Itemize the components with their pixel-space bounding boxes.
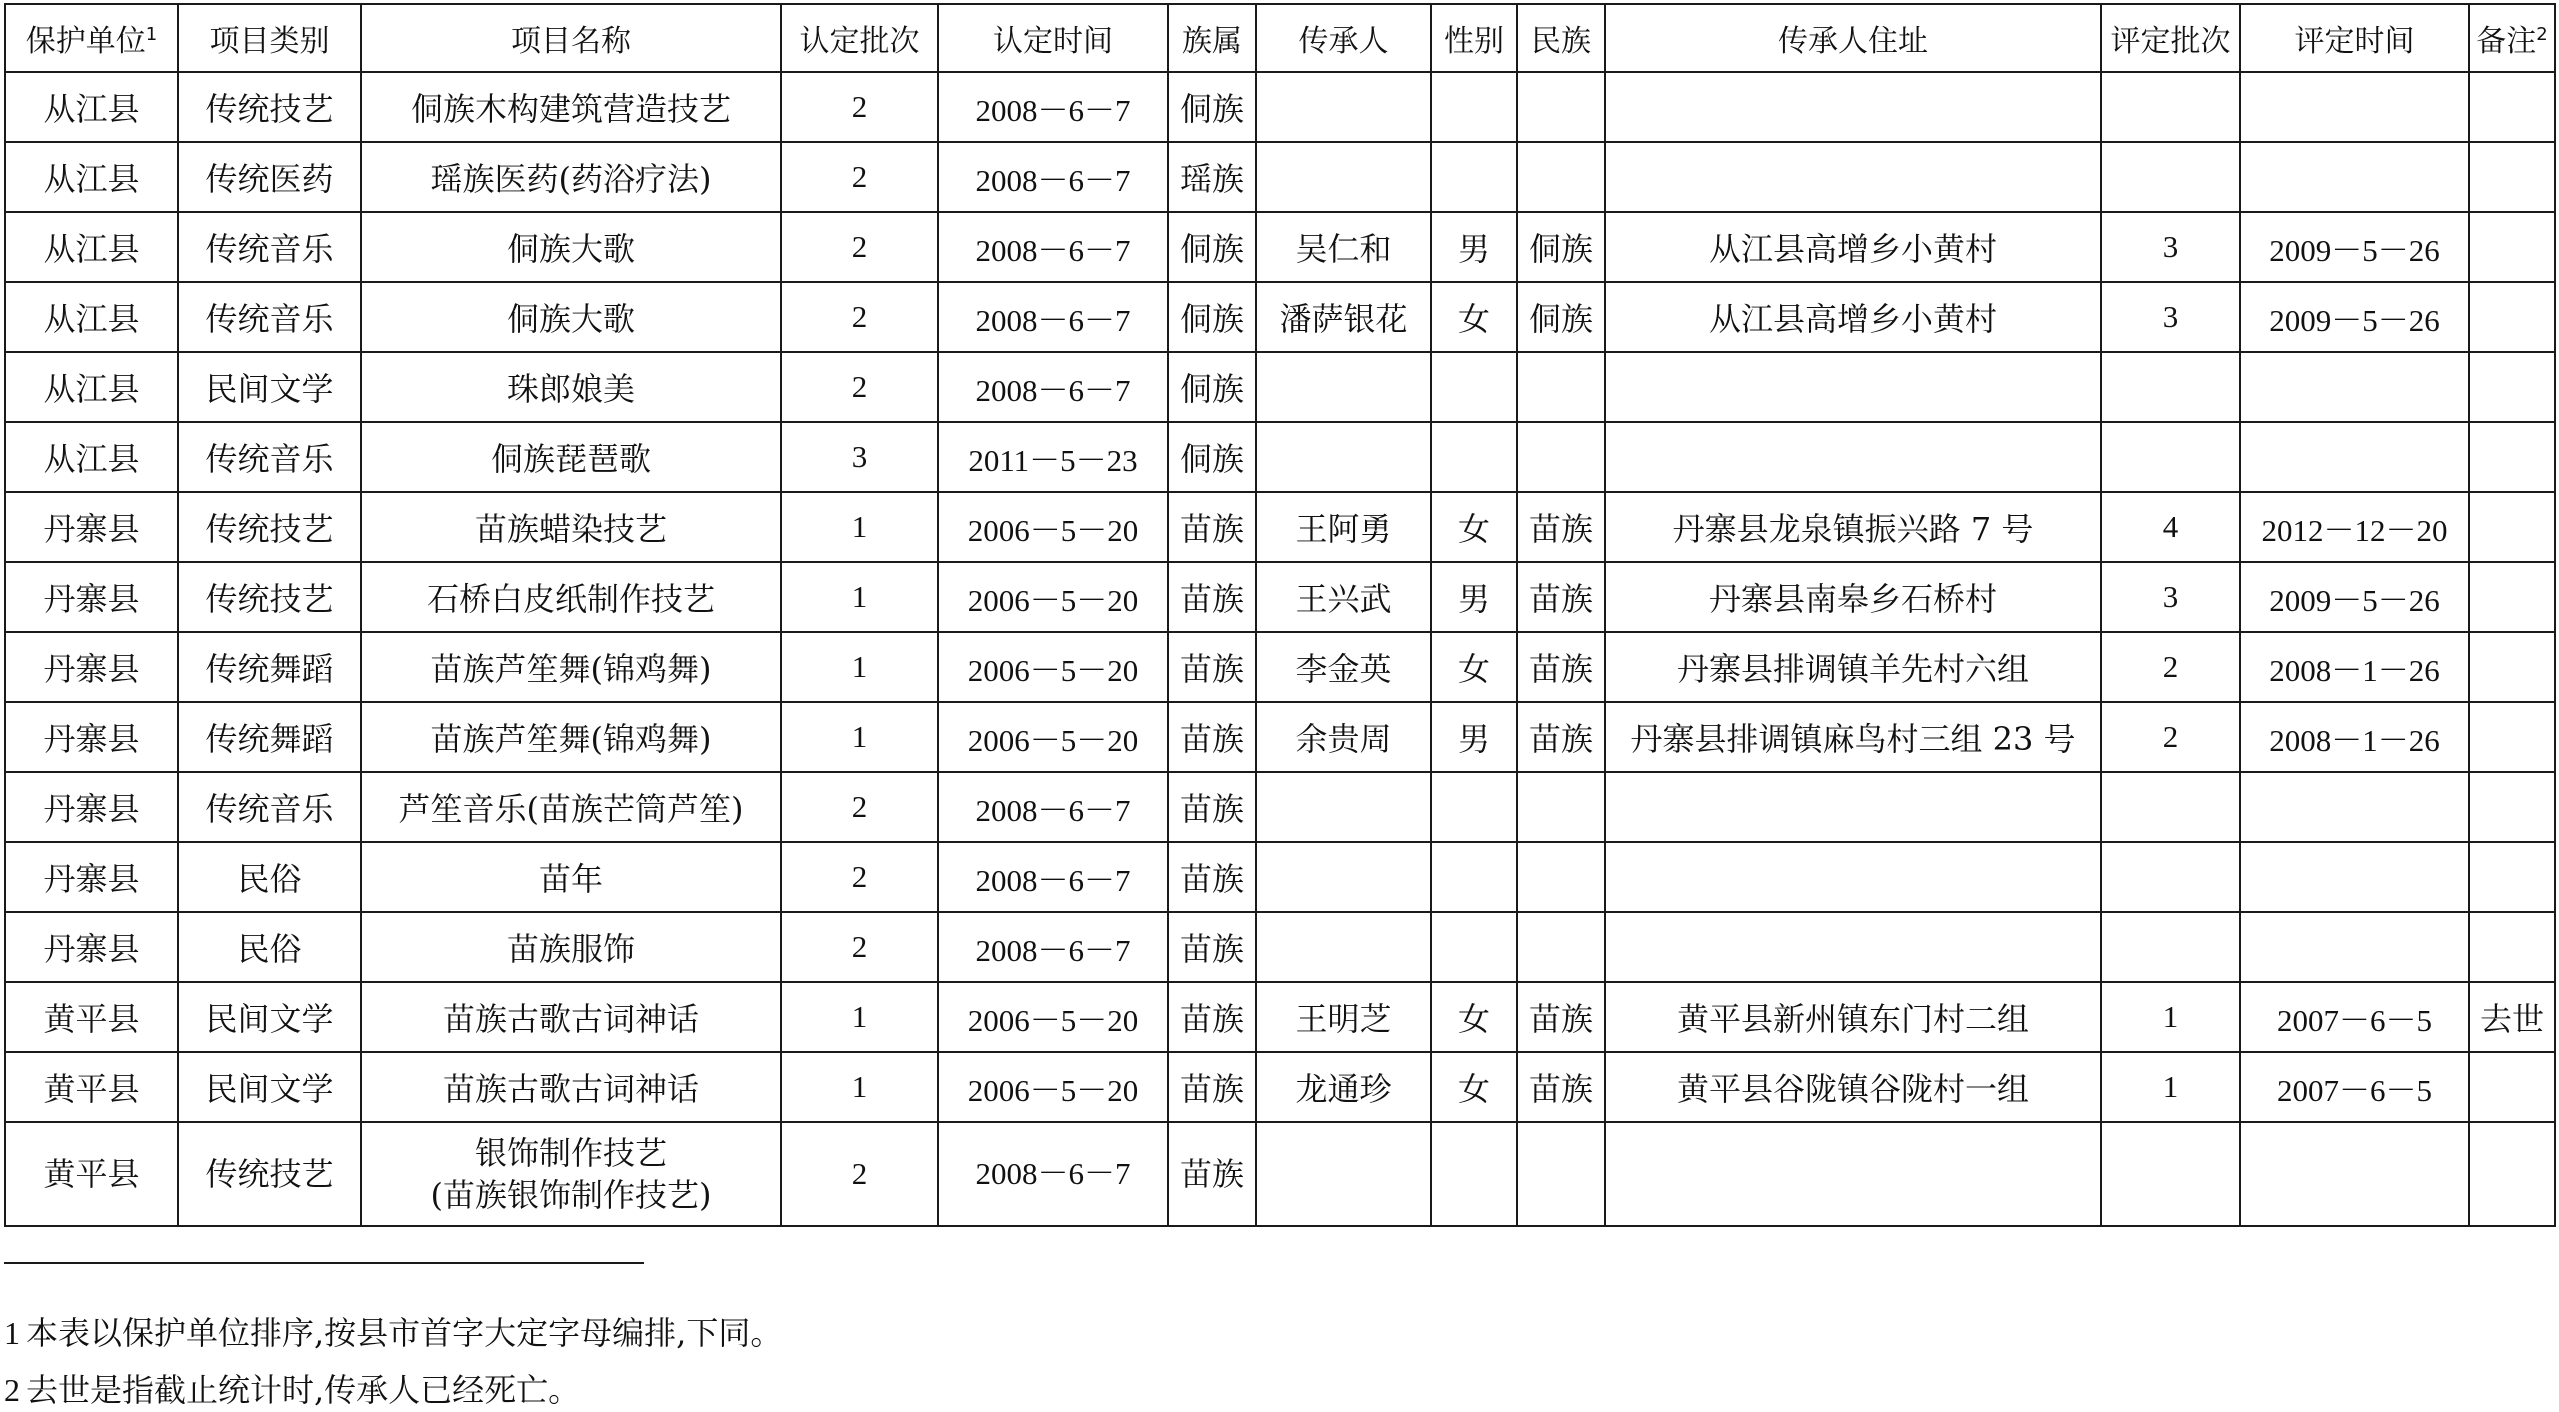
cell-assessment-batch (2101, 772, 2240, 842)
cell-project-category: 民俗 (178, 842, 361, 912)
cell-nationality (1517, 142, 1605, 212)
cell-protection-unit: 丹寨县 (5, 912, 178, 982)
cell-gender (1431, 912, 1517, 982)
cell-assessment-date: 2007－6－5 (2240, 1052, 2469, 1122)
cell-inheritor: 龙通珍 (1256, 1052, 1431, 1122)
cell-nationality: 侗族 (1517, 212, 1605, 282)
footnote-2 (4, 1365, 580, 1411)
cell-project-name: 苗族古歌古词神话 (361, 1052, 781, 1122)
cell-recognition-date: 2008－6－7 (938, 72, 1168, 142)
cell-project-category: 传统医药 (178, 142, 361, 212)
cell-assessment-batch (2101, 352, 2240, 422)
cell-nationality (1517, 352, 1605, 422)
cell-recognition-date: 2008－6－7 (938, 212, 1168, 282)
cell-inheritor-address: 丹寨县排调镇羊先村六组 (1605, 632, 2101, 702)
header-inheritor-address (1605, 4, 2101, 72)
cell-protection-unit: 丹寨县 (5, 562, 178, 632)
header-assessment-batch (2101, 4, 2240, 72)
cell-assessment-date (2240, 1122, 2469, 1226)
cell-recognition-batch: 1 (781, 982, 938, 1052)
header-label: 备注 (2476, 24, 2537, 59)
header-remarks (2469, 4, 2555, 72)
cell-project-category: 民间文学 (178, 1052, 361, 1122)
cell-project-name: 苗族芦笙舞(锦鸡舞) (361, 702, 781, 772)
cell-remarks (2469, 632, 2555, 702)
cell-inheritor (1256, 842, 1431, 912)
header-project-name (361, 4, 781, 72)
cell-assessment-batch: 1 (2101, 1052, 2240, 1122)
header-label: 项目类别 (209, 24, 330, 59)
heritage-inheritors-table (4, 3, 2556, 1227)
cell-recognition-date: 2006－5－20 (938, 702, 1168, 772)
cell-ethnicity: 苗族 (1168, 912, 1256, 982)
cell-assessment-batch: 2 (2101, 702, 2240, 772)
table-row (5, 72, 2555, 142)
cell-recognition-date: 2006－5－20 (938, 1052, 1168, 1122)
table-header-row (5, 4, 2555, 72)
table-row (5, 422, 2555, 492)
cell-protection-unit: 丹寨县 (5, 492, 178, 562)
table-body (5, 72, 2555, 1226)
table-row (5, 212, 2555, 282)
cell-recognition-date: 2006－5－20 (938, 632, 1168, 702)
cell-gender (1431, 72, 1517, 142)
cell-gender: 女 (1431, 982, 1517, 1052)
cell-nationality (1517, 422, 1605, 492)
cell-recognition-batch: 1 (781, 1052, 938, 1122)
cell-nationality: 苗族 (1517, 702, 1605, 772)
cell-recognition-batch: 2 (781, 842, 938, 912)
header-nationality (1517, 4, 1605, 72)
cell-project-name: 侗族木构建筑营造技艺 (361, 72, 781, 142)
cell-recognition-date: 2008－6－7 (938, 352, 1168, 422)
cell-nationality (1517, 1122, 1605, 1226)
cell-gender (1431, 842, 1517, 912)
footnote-divider (4, 1262, 644, 1264)
table-row (5, 142, 2555, 212)
cell-assessment-date (2240, 72, 2469, 142)
cell-project-category: 传统音乐 (178, 422, 361, 492)
cell-inheritor: 王兴武 (1256, 562, 1431, 632)
cell-inheritor (1256, 72, 1431, 142)
cell-assessment-batch: 2 (2101, 632, 2240, 702)
cell-protection-unit: 从江县 (5, 72, 178, 142)
cell-recognition-date: 2008－6－7 (938, 842, 1168, 912)
header-label: 传承人 (1298, 24, 1389, 59)
cell-project-category: 传统技艺 (178, 1122, 361, 1226)
footnote-number: 1 (4, 1315, 20, 1351)
cell-recognition-batch: 2 (781, 212, 938, 282)
cell-ethnicity: 侗族 (1168, 352, 1256, 422)
cell-assessment-date: 2009－5－26 (2240, 282, 2469, 352)
cell-project-name: 苗族芦笙舞(锦鸡舞) (361, 632, 781, 702)
cell-inheritor: 王阿勇 (1256, 492, 1431, 562)
cell-ethnicity: 苗族 (1168, 492, 1256, 562)
cell-inheritor: 潘萨银花 (1256, 282, 1431, 352)
cell-inheritor-address (1605, 842, 2101, 912)
table-row (5, 492, 2555, 562)
header-label: 认定时间 (993, 24, 1113, 59)
cell-inheritor-address (1605, 772, 2101, 842)
cell-assessment-date: 2012－12－20 (2240, 492, 2469, 562)
cell-recognition-date: 2008－6－7 (938, 772, 1168, 842)
cell-project-name: 苗年 (361, 842, 781, 912)
cell-nationality: 苗族 (1517, 562, 1605, 632)
cell-inheritor (1256, 1122, 1431, 1226)
cell-remarks (2469, 352, 2555, 422)
cell-remarks (2469, 422, 2555, 492)
cell-inheritor-address: 丹寨县排调镇麻鸟村三组 23 号 (1605, 702, 2101, 772)
cell-gender (1431, 142, 1517, 212)
cell-project-category: 传统舞蹈 (178, 702, 361, 772)
cell-project-name: 侗族大歌 (361, 282, 781, 352)
cell-nationality: 苗族 (1517, 492, 1605, 562)
cell-assessment-date (2240, 352, 2469, 422)
header-gender (1431, 4, 1517, 72)
cell-project-name: 苗族蜡染技艺 (361, 492, 781, 562)
table-row (5, 1052, 2555, 1122)
cell-protection-unit: 丹寨县 (5, 632, 178, 702)
cell-assessment-date (2240, 422, 2469, 492)
cell-ethnicity: 侗族 (1168, 422, 1256, 492)
header-label: 项目名称 (511, 24, 631, 59)
footnote-1 (4, 1308, 782, 1354)
cell-assessment-batch (2101, 422, 2240, 492)
cell-inheritor: 吴仁和 (1256, 212, 1431, 282)
cell-ethnicity: 苗族 (1168, 632, 1256, 702)
cell-remarks (2469, 492, 2555, 562)
footnote-number: 2 (4, 1372, 20, 1408)
cell-assessment-batch: 1 (2101, 982, 2240, 1052)
cell-ethnicity: 苗族 (1168, 982, 1256, 1052)
cell-gender (1431, 422, 1517, 492)
cell-ethnicity: 苗族 (1168, 702, 1256, 772)
cell-recognition-batch: 2 (781, 912, 938, 982)
cell-nationality (1517, 772, 1605, 842)
cell-inheritor (1256, 142, 1431, 212)
cell-assessment-date: 2007－6－5 (2240, 982, 2469, 1052)
cell-remarks (2469, 212, 2555, 282)
cell-ethnicity: 苗族 (1168, 772, 1256, 842)
header-label: 保护单位 (25, 24, 146, 59)
table-row (5, 562, 2555, 632)
cell-project-category: 民俗 (178, 912, 361, 982)
cell-project-category: 民间文学 (178, 982, 361, 1052)
cell-remarks (2469, 562, 2555, 632)
cell-assessment-date: 2008－1－26 (2240, 632, 2469, 702)
cell-recognition-batch: 3 (781, 422, 938, 492)
cell-protection-unit: 丹寨县 (5, 702, 178, 772)
cell-remarks (2469, 142, 2555, 212)
cell-project-name: 瑶族医药(药浴疗法) (361, 142, 781, 212)
cell-recognition-date: 2006－5－20 (938, 492, 1168, 562)
cell-assessment-batch (2101, 142, 2240, 212)
header-recognition-batch (781, 4, 938, 72)
cell-inheritor (1256, 772, 1431, 842)
cell-remarks: 去世 (2469, 982, 2555, 1052)
cell-protection-unit: 从江县 (5, 212, 178, 282)
cell-protection-unit: 黄平县 (5, 982, 178, 1052)
cell-recognition-batch: 1 (781, 562, 938, 632)
cell-inheritor-address (1605, 1122, 2101, 1226)
cell-gender (1431, 772, 1517, 842)
cell-recognition-batch: 2 (781, 142, 938, 212)
cell-gender (1431, 1122, 1517, 1226)
cell-ethnicity: 苗族 (1168, 1122, 1256, 1226)
table-row (5, 912, 2555, 982)
cell-inheritor (1256, 912, 1431, 982)
cell-assessment-date (2240, 912, 2469, 982)
cell-recognition-batch: 1 (781, 492, 938, 562)
cell-recognition-batch: 1 (781, 702, 938, 772)
cell-assessment-date: 2008－1－26 (2240, 702, 2469, 772)
table-row (5, 282, 2555, 352)
table-row (5, 352, 2555, 422)
footnote-marker: 2 (2536, 24, 2548, 45)
cell-inheritor-address (1605, 72, 2101, 142)
cell-assessment-batch (2101, 842, 2240, 912)
cell-remarks (2469, 702, 2555, 772)
cell-recognition-date: 2011－5－23 (938, 422, 1168, 492)
table-row (5, 772, 2555, 842)
header-inheritor (1256, 4, 1431, 72)
cell-project-category: 传统音乐 (178, 772, 361, 842)
cell-project-name: 芦笙音乐(苗族芒筒芦笙) (361, 772, 781, 842)
footnote-marker: 1 (145, 24, 158, 45)
header-label: 族属 (1182, 24, 1242, 59)
table-row (5, 982, 2555, 1052)
table-row (5, 702, 2555, 772)
cell-project-category: 传统舞蹈 (178, 632, 361, 702)
cell-inheritor: 余贵周 (1256, 702, 1431, 772)
cell-gender: 女 (1431, 282, 1517, 352)
cell-assessment-batch (2101, 72, 2240, 142)
cell-inheritor-address: 从江县高增乡小黄村 (1605, 282, 2101, 352)
cell-inheritor-address: 从江县高增乡小黄村 (1605, 212, 2101, 282)
cell-recognition-date: 2006－5－20 (938, 562, 1168, 632)
footnote-text: 去世是指截止统计时,传承人已经死亡。 (26, 1371, 581, 1409)
footnote-text: 本表以保护单位排序,按县市首字大定字母编排,下同。 (26, 1314, 783, 1352)
cell-assessment-date: 2009－5－26 (2240, 212, 2469, 282)
cell-assessment-batch: 4 (2101, 492, 2240, 562)
cell-inheritor (1256, 422, 1431, 492)
cell-protection-unit: 黄平县 (5, 1122, 178, 1226)
cell-project-name: 侗族大歌 (361, 212, 781, 282)
cell-gender: 男 (1431, 562, 1517, 632)
cell-recognition-date: 2008－6－7 (938, 1122, 1168, 1226)
cell-protection-unit: 从江县 (5, 422, 178, 492)
cell-recognition-batch: 2 (781, 1122, 938, 1226)
cell-assessment-batch: 3 (2101, 282, 2240, 352)
cell-assessment-batch (2101, 1122, 2240, 1226)
cell-recognition-date: 2008－6－7 (938, 282, 1168, 352)
cell-recognition-batch: 2 (781, 282, 938, 352)
cell-project-category: 传统技艺 (178, 492, 361, 562)
cell-nationality: 侗族 (1517, 282, 1605, 352)
cell-assessment-date: 2009－5－26 (2240, 562, 2469, 632)
heritage-table-container (4, 3, 2554, 1227)
cell-protection-unit: 丹寨县 (5, 842, 178, 912)
cell-gender: 女 (1431, 632, 1517, 702)
cell-recognition-batch: 1 (781, 632, 938, 702)
header-label: 评定批次 (2110, 24, 2231, 59)
cell-remarks (2469, 282, 2555, 352)
cell-project-name: 苗族服饰 (361, 912, 781, 982)
cell-nationality (1517, 72, 1605, 142)
header-assessment-date (2240, 4, 2469, 72)
cell-inheritor: 李金英 (1256, 632, 1431, 702)
cell-project-name: 石桥白皮纸制作技艺 (361, 562, 781, 632)
table-row (5, 632, 2555, 702)
cell-assessment-date (2240, 142, 2469, 212)
cell-recognition-batch: 2 (781, 772, 938, 842)
cell-remarks (2469, 772, 2555, 842)
cell-ethnicity: 侗族 (1168, 282, 1256, 352)
cell-ethnicity: 侗族 (1168, 212, 1256, 282)
cell-nationality: 苗族 (1517, 1052, 1605, 1122)
cell-nationality (1517, 912, 1605, 982)
cell-nationality (1517, 842, 1605, 912)
cell-assessment-batch: 3 (2101, 212, 2240, 282)
cell-protection-unit: 黄平县 (5, 1052, 178, 1122)
cell-inheritor: 王明芝 (1256, 982, 1431, 1052)
cell-recognition-date: 2006－5－20 (938, 982, 1168, 1052)
cell-ethnicity: 侗族 (1168, 72, 1256, 142)
header-ethnicity (1168, 4, 1256, 72)
cell-assessment-date (2240, 842, 2469, 912)
cell-recognition-batch: 2 (781, 352, 938, 422)
header-recognition-date (938, 4, 1168, 72)
cell-gender (1431, 352, 1517, 422)
header-protection-unit (5, 4, 178, 72)
cell-inheritor-address: 丹寨县南皋乡石桥村 (1605, 562, 2101, 632)
cell-ethnicity: 苗族 (1168, 842, 1256, 912)
cell-inheritor-address (1605, 912, 2101, 982)
header-label: 评定时间 (2294, 24, 2415, 59)
header-project-category (178, 4, 361, 72)
cell-inheritor-address: 黄平县谷陇镇谷陇村一组 (1605, 1052, 2101, 1122)
cell-project-category: 传统技艺 (178, 562, 361, 632)
cell-inheritor-address: 黄平县新州镇东门村二组 (1605, 982, 2101, 1052)
cell-protection-unit: 从江县 (5, 352, 178, 422)
cell-assessment-batch: 3 (2101, 562, 2240, 632)
cell-protection-unit: 从江县 (5, 142, 178, 212)
cell-project-category: 传统技艺 (178, 72, 361, 142)
cell-gender: 男 (1431, 212, 1517, 282)
cell-gender: 男 (1431, 702, 1517, 772)
header-label: 传承人住址 (1778, 24, 1928, 59)
cell-inheritor (1256, 352, 1431, 422)
table-row (5, 1122, 2555, 1226)
cell-gender: 女 (1431, 492, 1517, 562)
cell-recognition-date: 2008－6－7 (938, 142, 1168, 212)
cell-assessment-batch (2101, 912, 2240, 982)
cell-project-category: 民间文学 (178, 352, 361, 422)
cell-inheritor-address (1605, 142, 2101, 212)
cell-remarks (2469, 72, 2555, 142)
cell-inheritor-address: 丹寨县龙泉镇振兴路 7 号 (1605, 492, 2101, 562)
cell-nationality: 苗族 (1517, 632, 1605, 702)
table-row (5, 842, 2555, 912)
cell-recognition-batch: 2 (781, 72, 938, 142)
cell-inheritor-address (1605, 352, 2101, 422)
cell-inheritor-address (1605, 422, 2101, 492)
cell-project-name: 苗族古歌古词神话 (361, 982, 781, 1052)
cell-project-category: 传统音乐 (178, 282, 361, 352)
cell-nationality: 苗族 (1517, 982, 1605, 1052)
header-label: 认定批次 (799, 24, 920, 59)
cell-remarks (2469, 1052, 2555, 1122)
cell-protection-unit: 从江县 (5, 282, 178, 352)
cell-protection-unit: 丹寨县 (5, 772, 178, 842)
cell-gender: 女 (1431, 1052, 1517, 1122)
cell-project-category: 传统音乐 (178, 212, 361, 282)
cell-ethnicity: 苗族 (1168, 1052, 1256, 1122)
cell-remarks (2469, 842, 2555, 912)
cell-project-name: 珠郎娘美 (361, 352, 781, 422)
header-label: 性别 (1444, 24, 1504, 59)
cell-remarks (2469, 1122, 2555, 1226)
cell-remarks (2469, 912, 2555, 982)
cell-assessment-date (2240, 772, 2469, 842)
cell-recognition-date: 2008－6－7 (938, 912, 1168, 982)
cell-project-name: 银饰制作技艺 (苗族银饰制作技艺) (361, 1122, 781, 1226)
cell-ethnicity: 瑶族 (1168, 142, 1256, 212)
cell-project-name: 侗族琵琶歌 (361, 422, 781, 492)
cell-ethnicity: 苗族 (1168, 562, 1256, 632)
header-label: 民族 (1531, 24, 1591, 59)
